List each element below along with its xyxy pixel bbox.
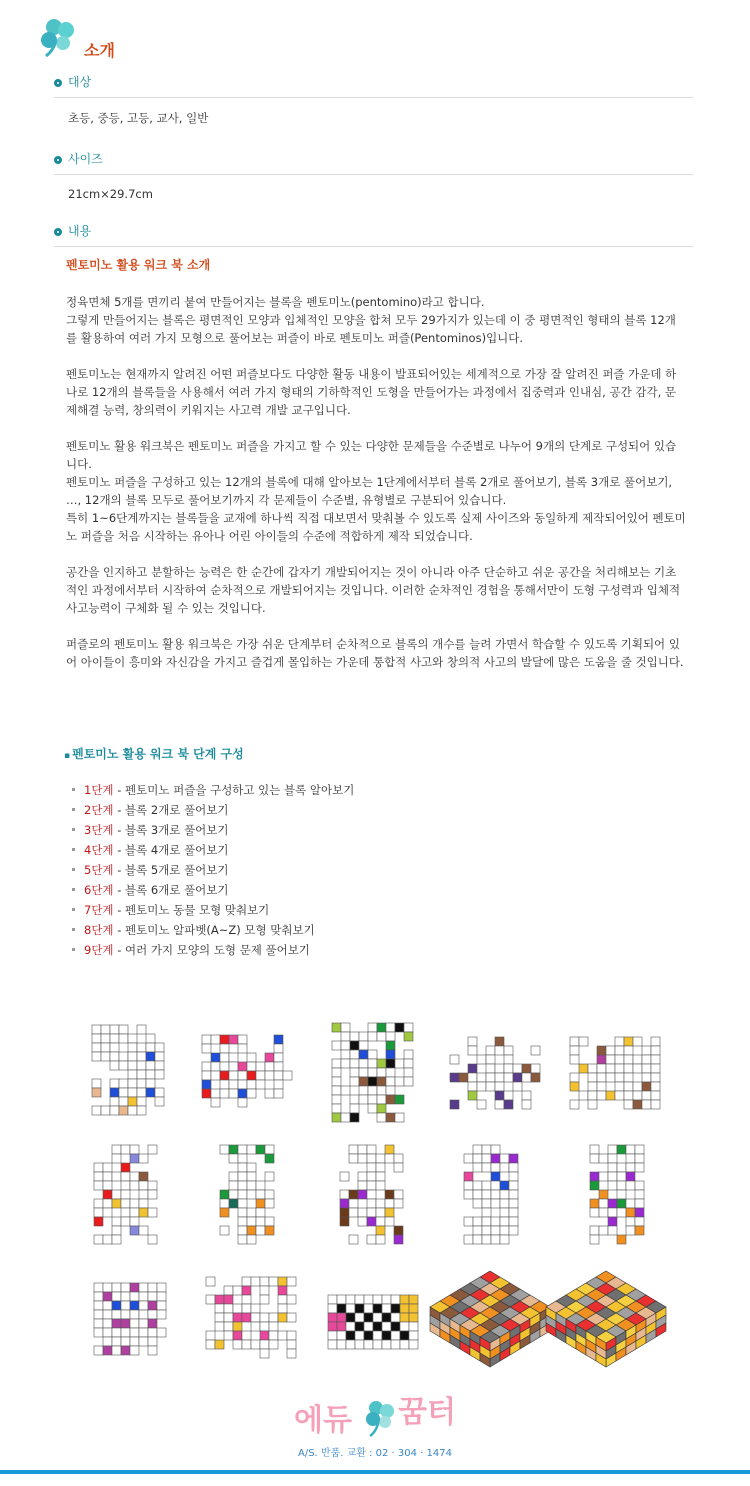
clover-logo-icon	[36, 16, 82, 60]
puzzle-figure	[220, 1145, 274, 1244]
list-item	[72, 880, 354, 900]
list-item	[72, 860, 354, 880]
content-body	[66, 293, 686, 689]
paragraph: 정육면체 5개를 면끼리 붙여 만들어지는 블록을 펜토미노(pentomino)라고 합니다. 그렇게 만들어지는 블록은 평면적인 모양과 입체적인 모양을 합쳐 모두 29가지가 있는데 이 중 평면적인 형태의 블록 12개를 활용하여 여러 가지 모형으로 풀어보는 퍼즐이 바로 펜토미노 퍼즐(Pentominos)입니다.	[66, 295, 676, 345]
page-title: 소개	[84, 41, 115, 60]
stage-level: 1단계	[84, 783, 114, 797]
stage-level: 5단계	[84, 863, 114, 877]
puzzle-figure	[206, 1277, 296, 1358]
pentomino-gallery-image	[80, 1015, 700, 1375]
stages-title: ▪ 펜토미노 활용 워크 북 단계 구성	[64, 745, 244, 762]
stage-level: 2단계	[84, 803, 114, 817]
page-header	[36, 16, 336, 60]
puzzle-figure	[570, 1037, 660, 1109]
stage-level: 6단계	[84, 883, 114, 897]
list-item	[72, 900, 354, 920]
puzzle-figure	[332, 1023, 413, 1122]
stage-desc: - 블록 2개로 풀어보기	[113, 803, 229, 817]
section-label: 사이즈	[68, 152, 103, 166]
section-header	[54, 150, 693, 175]
paragraph: 공간을 인지하고 분할하는 능력은 한 순간에 갑자기 개발되어지는 것이 아니라 아주 단순하고 쉬운 공간을 처리해보는 기초적인 과정에서부터 시작하여 순차적으로 개발되어지는 것입니다. 이러한 순차적인 경험을 통해서만이 도형 구성력과 입체적 사고능력이 구체화 될 수 있는 것입니다.	[66, 565, 681, 615]
puzzle-figure	[202, 1035, 292, 1107]
section-header	[54, 73, 693, 98]
logo-text-right: 꿈터	[398, 1395, 456, 1430]
section-label: 내용	[68, 224, 92, 238]
stage-level: 4단계	[84, 843, 114, 857]
puzzle-figure	[94, 1145, 157, 1244]
stage-desc: - 블록 4개로 풀어보기	[113, 843, 229, 857]
target-text: 초등, 중등, 고등, 교사, 일반	[68, 111, 209, 125]
list-item	[72, 920, 354, 940]
list-item	[72, 940, 354, 960]
stage-desc: - 여러 가지 모양의 도형 문제 풀어보기	[113, 943, 310, 957]
circle-bullet-icon	[54, 228, 62, 236]
puzzle-figure	[94, 1283, 166, 1355]
as-contact-info: A/S. 반품. 교환 : 02 · 304 · 1474	[298, 1448, 452, 1459]
circle-bullet-icon	[54, 156, 62, 164]
stage-level: 8단계	[84, 923, 114, 937]
size-text: 21cm×29.7cm	[68, 187, 153, 201]
stage-desc: - 블록 3개로 풀어보기	[113, 823, 229, 837]
stage-desc: - 블록 5개로 풀어보기	[113, 863, 229, 877]
stage-desc: - 펜토미노 알파벳(A~Z) 모형 맞춰보기	[113, 923, 315, 937]
stage-level: 7단계	[84, 903, 114, 917]
edu-kkumteo-logo	[290, 1384, 470, 1440]
checkerboard-figure	[328, 1295, 418, 1349]
isometric-box-figure	[430, 1271, 550, 1367]
paragraph: 펜토미노 활용 워크북은 펜토미노 퍼즐을 가지고 할 수 있는 다양한 문제들을 수준별로 나누어 9개의 단계로 구성되어 있습니다. 펜토미노 퍼즐을 구성하고 있는 12개의 블록에 대해 알아보는 1단계에서부터 블록 2개로 풀어보기, 블록 3개로 풀어보기, …, 12개의 블록 모두로 풀어보기까지 각 문제들이 수준별, 유형별로 구분되어 있습니다. 특히 1~6단계까지는 블록들을 교재에 하나씩 직접 대보면서 맞춰볼 수 있도록 실제 사이즈와 동일하게 제작되어있어 펜토미노 퍼즐을 처음 시작하는 유아나 어린 아이들의 수준에 적합하게 제작 되었습니다.	[66, 439, 686, 543]
section-size	[54, 150, 693, 201]
list-item	[72, 800, 354, 820]
logo-text-left: 에듀	[294, 1403, 352, 1438]
section-label: 대상	[68, 75, 92, 89]
stage-desc: - 블록 6개로 풀어보기	[113, 883, 229, 897]
list-item	[72, 840, 354, 860]
circle-bullet-icon	[54, 79, 62, 87]
puzzle-figure	[92, 1025, 164, 1115]
section-content	[54, 222, 693, 247]
list-item	[72, 820, 354, 840]
isometric-box-figure	[546, 1271, 666, 1367]
section-target	[54, 73, 693, 126]
puzzle-figure	[340, 1145, 403, 1244]
bottom-divider	[0, 1470, 750, 1474]
paragraph: 펜토미노는 현재까지 알려진 어떤 퍼즐보다도 다양한 활동 내용이 발표되어있는 세계적으로 가장 잘 알려진 퍼즐 가운데 하나로 12개의 블록들을 사용해서 여러 가지 형태의 기하학적인 도형을 만들어가는 과정에서 집중력과 인내심, 공간 감각, 문제해결 능력, 창의력이 키워지는 사고력 개발 교구입니다.	[66, 367, 677, 417]
puzzle-figure	[464, 1145, 518, 1244]
stage-desc: - 펜토미노 퍼즐을 구성하고 있는 블록 알아보기	[113, 783, 355, 797]
stage-level: 9단계	[84, 943, 114, 957]
puzzle-figure	[590, 1145, 644, 1244]
paragraph: 퍼즐로의 펜토미노 활용 워크북은 가장 쉬운 단계부터 순차적으로 블록의 개수를 늘려 가면서 학습할 수 있도록 기획되어 있어 아이들이 흥미와 자신감을 가지고 즐겁게 몰입하는 가운데 통합적 사고와 창의적 사고의 발달에 많은 도움을 줄 것입니다.	[66, 637, 684, 669]
clover-icon	[366, 1401, 394, 1436]
stage-level: 3단계	[84, 823, 114, 837]
section-header	[54, 222, 693, 247]
content-heading: 펜토미노 활용 워크 북 소개	[66, 258, 211, 272]
stages-list	[72, 780, 354, 960]
list-item	[72, 780, 354, 800]
stage-desc: - 펜토미노 동물 모형 맞춰보기	[113, 903, 270, 917]
puzzle-figure	[450, 1037, 540, 1109]
